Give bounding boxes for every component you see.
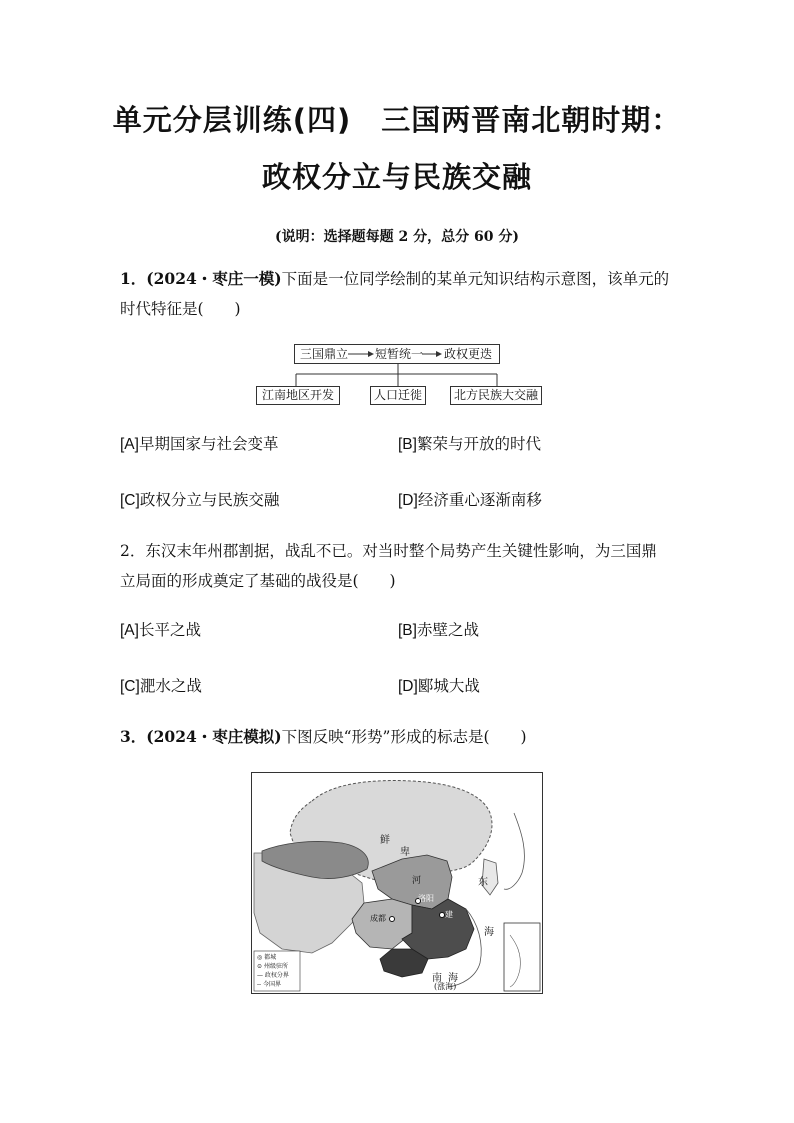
q1-option-c[interactable] bbox=[120, 488, 279, 510]
q1-option-a-text: 早期国家与社会变革 bbox=[138, 435, 279, 453]
q1-option-d-text: 经济重心逐渐南移 bbox=[417, 491, 542, 509]
q1-text-line2: 时代特征是( ) bbox=[120, 300, 241, 318]
legend-state-seat-text: 州级驻所 bbox=[263, 963, 288, 970]
diagram-node-1: 三国鼎立 bbox=[300, 347, 349, 361]
diagram-node-4: 江南地区开发 bbox=[256, 386, 340, 405]
legend-modern-border: -- 今国界 bbox=[257, 981, 281, 988]
legend-boundary-text: 政权分界 bbox=[264, 972, 289, 979]
map-label-jian: 建 bbox=[445, 910, 453, 919]
q1-text-line1: 下面是一位同学绘制的某单元知识结构示意图，该单元的 bbox=[281, 270, 670, 288]
q1-option-b-text: 繁荣与开放的时代 bbox=[416, 435, 541, 453]
map-label-dong: 东 bbox=[478, 877, 488, 888]
q2-text-line1: 2．东汉末年州郡割据，战乱不已。对当时整个局势产生关键性影响，为三国鼎 bbox=[120, 542, 657, 560]
q2-option-c[interactable] bbox=[120, 674, 202, 696]
q1-option-b[interactable] bbox=[398, 432, 541, 454]
map-label-hai-2: 海 bbox=[448, 973, 458, 984]
q1-option-a[interactable] bbox=[120, 432, 278, 454]
title-line-2: 政权分立与民族交融 bbox=[261, 160, 532, 194]
diagram-node-2: 短暂统一 bbox=[375, 347, 424, 361]
map-label-nan: 南 bbox=[432, 973, 442, 984]
title-line-1: 单元分层训练(四) 三国两晋南北朝时期： bbox=[112, 103, 682, 137]
q1-option-a-label: [A] bbox=[120, 436, 139, 453]
q2-option-d-text: 郾城大战 bbox=[417, 677, 480, 695]
knowledge-structure-diagram bbox=[254, 344, 544, 406]
q1-option-c-label: [C] bbox=[120, 492, 140, 509]
scoring-note: (说明：选择题每题 2 分，总分 60 分) bbox=[275, 229, 519, 245]
legend-modern-border-text: 今国界 bbox=[262, 981, 281, 988]
map-label-luoyang: 洛阳 bbox=[418, 894, 434, 903]
q1-option-b-label: [B] bbox=[398, 436, 417, 453]
question-1 bbox=[120, 264, 680, 324]
q1-option-c-text: 政权分立与民族交融 bbox=[139, 491, 280, 509]
map-label-xian: 鲜 bbox=[380, 835, 390, 846]
question-3 bbox=[120, 722, 680, 752]
diagram-node-5: 人口迁徙 bbox=[370, 386, 426, 405]
q2-option-d-label: [D] bbox=[398, 678, 418, 695]
q2-option-a-label: [A] bbox=[120, 622, 139, 639]
q2-option-b[interactable] bbox=[398, 618, 479, 640]
q1-option-d[interactable] bbox=[398, 488, 542, 510]
historical-map bbox=[251, 772, 543, 994]
q1-source: 1．(2024・枣庄一模) bbox=[120, 269, 282, 288]
map-label-zhanghai: (涨海) bbox=[434, 982, 457, 991]
legend-boundary: — 政权分界 bbox=[257, 972, 289, 979]
diagram-node-3: 政权更迭 bbox=[444, 347, 493, 361]
legend-capital: ◎ 都城 bbox=[257, 954, 277, 961]
map-label-chengdu: 成都 bbox=[370, 914, 386, 923]
map-label-hai-1: 海 bbox=[484, 927, 494, 938]
map-label-he: 河 bbox=[412, 876, 422, 886]
q2-text-line2: 立局面的形成奠定了基础的战役是( ) bbox=[120, 572, 396, 590]
q2-option-c-label: [C] bbox=[120, 678, 140, 695]
legend-state-seat: ⊙ 州级驻所 bbox=[257, 963, 288, 970]
legend-capital-text: 都城 bbox=[264, 954, 277, 961]
q2-option-a[interactable] bbox=[120, 618, 201, 640]
question-2 bbox=[120, 536, 690, 596]
map-legend bbox=[257, 953, 289, 989]
q1-option-d-label: [D] bbox=[398, 492, 418, 509]
map-shapes bbox=[252, 773, 542, 993]
q2-option-b-label: [B] bbox=[398, 622, 417, 639]
q3-source: 3．(2024・枣庄模拟) bbox=[120, 727, 282, 746]
q2-option-b-text: 赤壁之战 bbox=[416, 621, 479, 639]
q2-option-d[interactable] bbox=[398, 674, 480, 696]
q3-text: 下图反映“形势”形成的标志是( ) bbox=[281, 728, 527, 746]
map-label-bei: 卑 bbox=[400, 847, 410, 858]
diagram-node-6: 北方民族大交融 bbox=[450, 386, 542, 405]
q2-option-a-text: 长平之战 bbox=[138, 621, 201, 639]
q2-option-c-text: 淝水之战 bbox=[139, 677, 202, 695]
